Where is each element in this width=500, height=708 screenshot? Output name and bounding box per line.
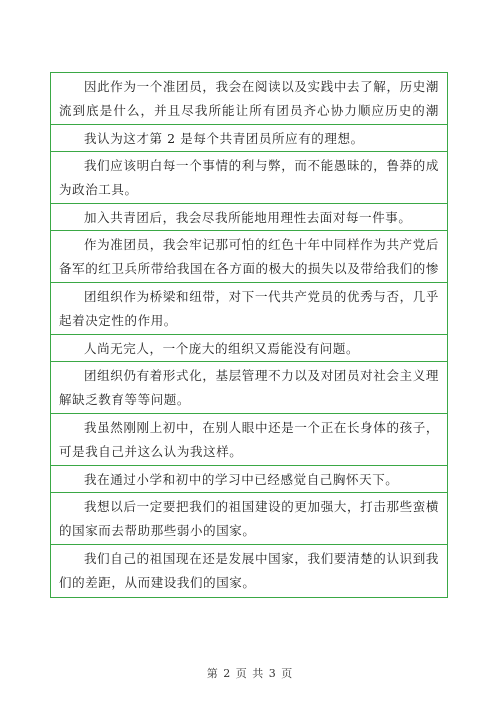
paragraph: 我们自己的祖国现在还是发展中国家，我们要清楚的认识到我们的差距，从而建设我们的国家。 bbox=[59, 551, 439, 590]
paragraph: 我想以后一定要把我们的祖国建设的更加强大，打击那些蛮横的国家而去帮助那些弱小的国家。 bbox=[51, 493, 447, 545]
paragraph: 加入共青团后，我会尽我所能地用理性去面对每一件事。 bbox=[51, 204, 447, 231]
paragraph: 人尚无完人，一个庞大的组织又焉能没有问题。 bbox=[51, 335, 447, 362]
paragraph: 团组织仍有着形式化，基层管理不力以及对团员对社会主义理解缺乏教育等等问题。 bbox=[51, 362, 447, 414]
paragraph: 我虽然刚刚上初中，在别人眼中还是一个正在长身体的孩子，可是我自己并这么认为我这样。 bbox=[51, 414, 447, 466]
paragraph: 我认为这才第 2 是每个共青团员所应有的理想。 bbox=[51, 125, 447, 152]
paragraph: 团组织作为桥梁和纽带，对下一代共产党员的优秀与否，几乎起着决定性的作用。 bbox=[51, 283, 447, 335]
page-indicator: 第 2 页 共 3 页 bbox=[206, 667, 294, 680]
document-table bbox=[50, 72, 448, 598]
paragraph: 我在通过小学和初中的学习中已经感觉自己胸怀天下。 bbox=[51, 466, 447, 493]
paragraph: 作为准团员，我会牢记那可怕的红色十年中同样作为共产党后备军的红卫兵所带给我国在各方面的极大的损失以及带给我们的惨 bbox=[51, 231, 447, 283]
paragraph: 因此作为一个准团员，我会在阅读以及实践中去了解，历史潮流到底是什么，并且尽我所能让所有团员齐心协力顺应历史的潮 bbox=[51, 73, 447, 125]
paragraph: 我们应该明白每一个事情的利与弊，而不能愚昧的，鲁莽的成为政治工具。 bbox=[51, 152, 447, 204]
